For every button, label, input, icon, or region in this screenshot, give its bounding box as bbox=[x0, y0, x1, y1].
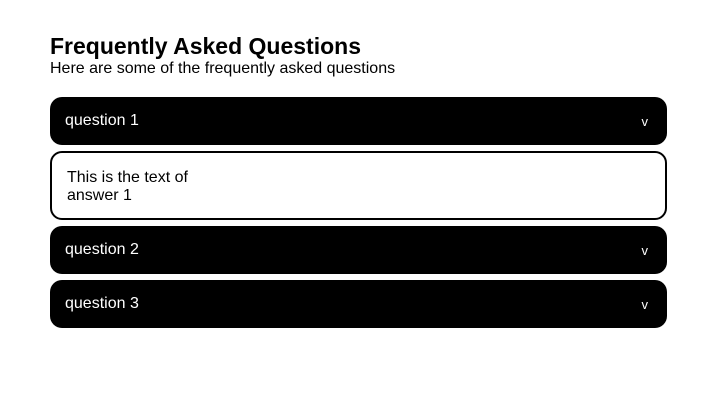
faq-question-1[interactable] bbox=[50, 97, 667, 145]
faq-answer-1 bbox=[50, 151, 667, 220]
page-subtitle: Here are some of the frequently asked questions bbox=[50, 60, 396, 77]
faq-question-label: question 1 bbox=[65, 112, 139, 129]
page-title: Frequently Asked Questions bbox=[50, 33, 361, 59]
faq-answer-text: This is the text of answer 1 bbox=[67, 169, 188, 204]
faq-question-label: question 3 bbox=[65, 295, 139, 312]
chevron-down-icon: v bbox=[641, 242, 648, 258]
chevron-down-icon: v bbox=[641, 113, 648, 129]
chevron-down-icon: v bbox=[641, 296, 648, 312]
faq-question-3[interactable] bbox=[50, 280, 667, 328]
faq-question-label: question 2 bbox=[65, 241, 139, 258]
faq-question-2[interactable] bbox=[50, 226, 667, 274]
faq-section bbox=[50, 33, 667, 334]
